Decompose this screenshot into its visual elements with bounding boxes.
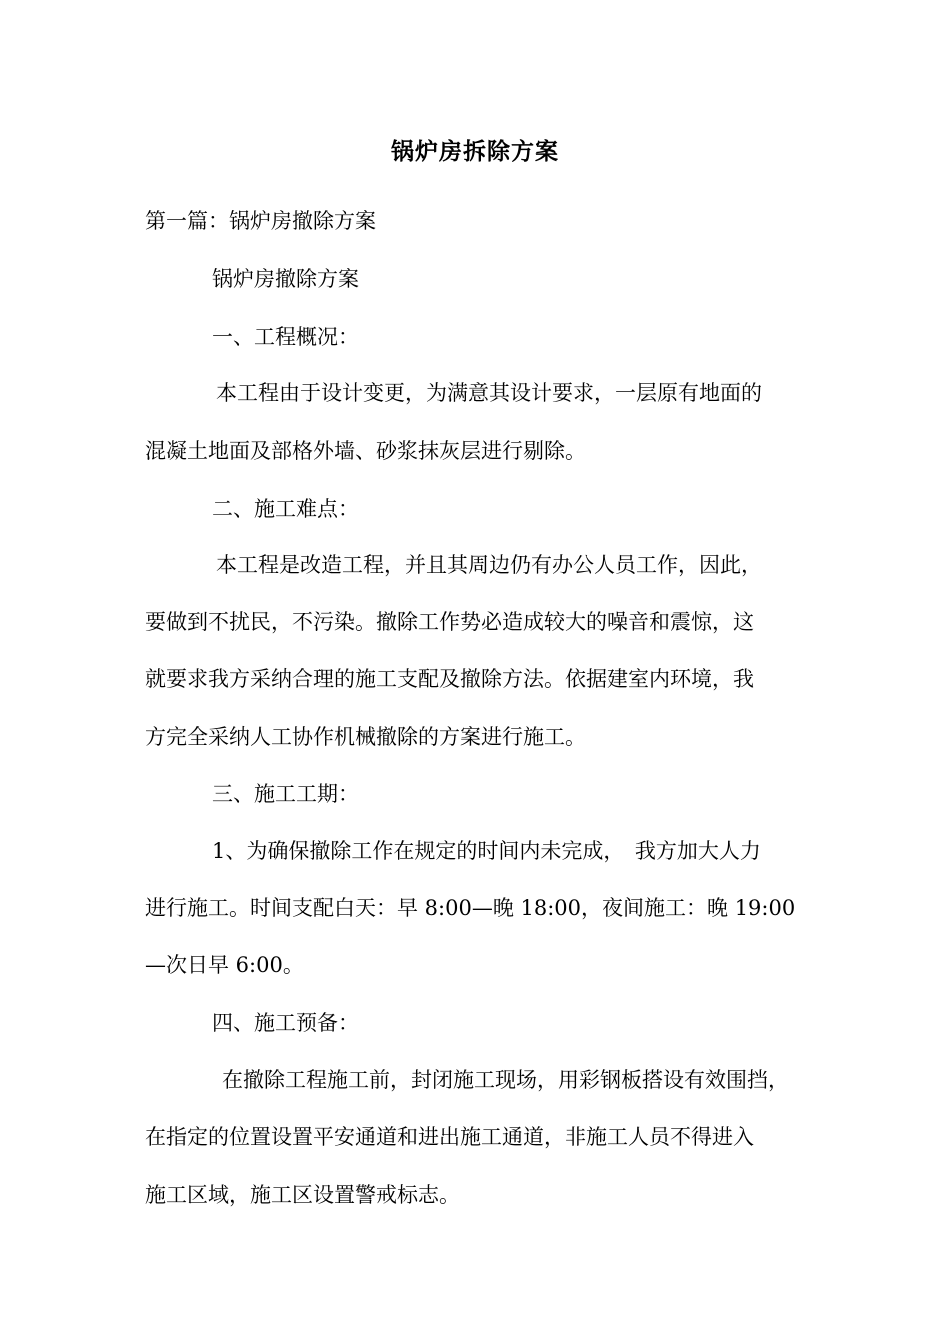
subtitle: 锅炉房撤除方案	[212, 267, 359, 291]
paragraph-line: 方完全采纳人工协作机械撤除的方案进行施工。	[145, 725, 586, 749]
paragraph-line: 要做到不扰民，不污染。撤除工作势必造成较大的噪音和震惊，这	[145, 610, 754, 634]
paragraph-line: 施工区域，施工区设置警戒标志。	[145, 1183, 460, 1207]
document-title: 锅炉房拆除方案	[391, 138, 559, 165]
paragraph-line: 在撤除工程施工前，封闭施工现场，用彩钢板搭设有效围挡，	[222, 1068, 789, 1092]
heading-overview: 一、工程概况：	[212, 325, 359, 349]
paragraph-line: 就要求我方采纳合理的施工支配及撤除方法。依据建室内环境，我	[145, 667, 754, 691]
paragraph-line: 本工程是改造工程，并且其周边仍有办公人员工作，因此，	[216, 553, 762, 577]
paragraph-line: —次日早 6:00。	[145, 953, 304, 977]
paragraph-line: 在指定的位置设置平安通道和进出施工通道，非施工人员不得进入	[145, 1125, 754, 1149]
paragraph-line: 进行施工。时间支配白天：早 8:00—晚 18:00，夜间施工：晚 19:00	[145, 896, 796, 920]
paragraph-line: 本工程由于设计变更，为满意其设计要求，一层原有地面的	[216, 381, 762, 405]
heading-schedule: 三、施工工期：	[212, 782, 359, 806]
section-heading-part1: 第一篇：锅炉房撤除方案	[145, 209, 376, 233]
heading-preparation: 四、施工预备：	[212, 1011, 359, 1035]
paragraph-line: 混凝土地面及部格外墙、砂浆抹灰层进行剔除。	[145, 439, 586, 463]
paragraph-line: 1、为确保撤除工作在规定的时间内未完成， 我方加大人力	[212, 839, 761, 863]
heading-difficulties: 二、施工难点：	[212, 497, 359, 521]
